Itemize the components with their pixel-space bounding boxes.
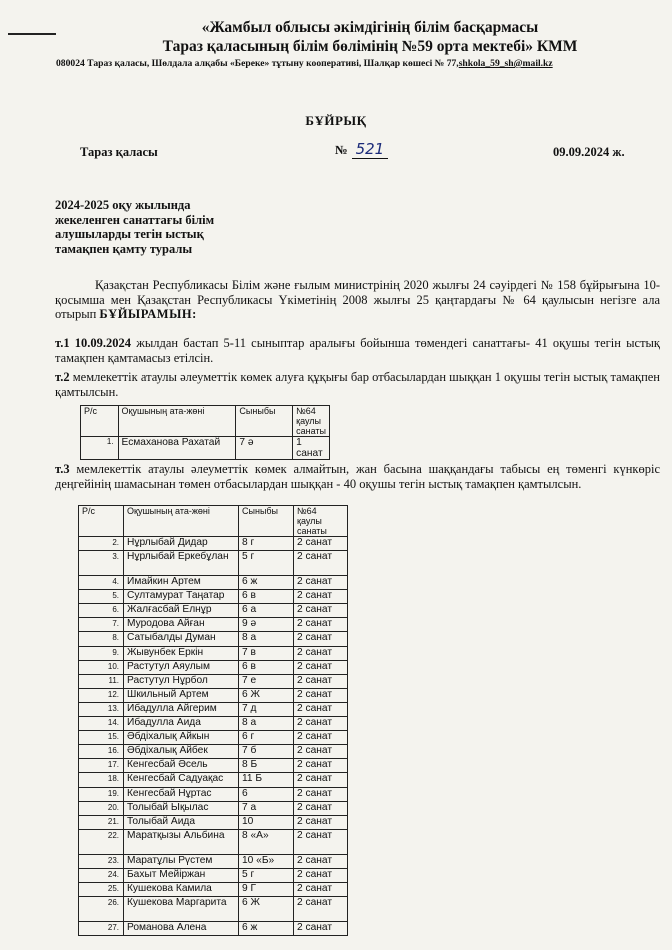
cell-name: Ибадулла Аида xyxy=(124,717,239,731)
order-date: 09.09.2024 ж. xyxy=(553,145,625,159)
cell-name: Растутул Нұрбол xyxy=(124,674,239,688)
cell-class: 10 xyxy=(239,815,294,829)
handwritten-number: 521 xyxy=(352,140,389,159)
table-row xyxy=(79,787,348,801)
table-row xyxy=(79,745,348,759)
cell-name: Бахыт Мейіржан xyxy=(124,868,239,882)
point-3-label: т.3 xyxy=(55,462,70,476)
cell-category: 2 санат xyxy=(294,576,348,590)
cell-num: 10. xyxy=(79,660,124,674)
scan-mark-line xyxy=(8,33,56,35)
order-number xyxy=(335,140,388,159)
cell-name: Шкильный Артем xyxy=(124,688,239,702)
table-row xyxy=(79,674,348,688)
cell-class: 7 а xyxy=(239,801,294,815)
cell-num: 22. xyxy=(79,829,124,854)
cell-class: 7 д xyxy=(239,702,294,716)
cell-name: Кенгесбай Садуақас xyxy=(124,773,239,787)
table-row xyxy=(79,632,348,646)
cell-num: 18. xyxy=(79,773,124,787)
point-3 xyxy=(55,462,660,491)
cell-name: Есмаханова Рахатай xyxy=(118,437,236,460)
table-row xyxy=(79,576,348,590)
cell-num: 2. xyxy=(79,537,124,551)
cell-category: 2 санат xyxy=(294,618,348,632)
table-row xyxy=(79,688,348,702)
table-header-row xyxy=(81,406,330,437)
table-row xyxy=(79,702,348,716)
cell-class: 8 «А» xyxy=(239,829,294,854)
cell-class: 8 г xyxy=(239,537,294,551)
table-row xyxy=(79,854,348,868)
table-row xyxy=(79,717,348,731)
table-row xyxy=(79,731,348,745)
cell-category: 2 санат xyxy=(294,801,348,815)
cell-num: 8. xyxy=(79,632,124,646)
table-row xyxy=(79,882,348,896)
cell-category: 2 санат xyxy=(294,759,348,773)
order-title: БҰЙРЫҚ xyxy=(305,113,367,128)
cell-name: Нұрлыбай Еркебұлан xyxy=(124,551,239,576)
col-name: Оқушының ата-жөні xyxy=(124,506,239,537)
cell-class: 6 в xyxy=(239,660,294,674)
cell-class: 9 Г xyxy=(239,882,294,896)
point-2 xyxy=(55,370,660,399)
col-num: Р/с xyxy=(81,406,119,437)
cell-class: 6 г xyxy=(239,731,294,745)
cell-category: 2 санат xyxy=(294,787,348,801)
cell-class: 11 Б xyxy=(239,773,294,787)
cell-class: 6 ж xyxy=(239,576,294,590)
cell-name: Кенгесбай Нұртас xyxy=(124,787,239,801)
order-city: Тараз қаласы xyxy=(80,145,158,159)
point-1-text: жылдан бастап 5-11 сыныптар аралығы бойынша төмендегі санаттағы- 41 оқушы тегін ыстық тамақпен қамтамасыз етілсін. xyxy=(55,336,661,365)
point-2-text: мемлекеттік атаулы әлеуметтік көмек алуға құқығы бар отбасылардан шыққан 1 оқушы тегін ыстық тамақпен қамтылсын. xyxy=(55,370,660,399)
cell-name: Муродова Айған xyxy=(124,618,239,632)
cell-num: 13. xyxy=(79,702,124,716)
cell-name: Маратұлы Рүстем xyxy=(124,854,239,868)
cell-name: Кушекова Камила xyxy=(124,882,239,896)
cell-category: 2 санат xyxy=(294,815,348,829)
cell-num: 23. xyxy=(79,854,124,868)
number-label: № xyxy=(335,143,348,157)
order-subject: 2024-2025 оқу жылында жекеленген санаттағы білім алушыларды тегін ыстық тамақпен қамту туралы xyxy=(55,198,215,256)
cell-name: Әбдіхалық Айбек xyxy=(124,745,239,759)
point-1-label: т.1 xyxy=(55,336,70,350)
cell-num: 15. xyxy=(79,731,124,745)
cell-num: 20. xyxy=(79,801,124,815)
table-row xyxy=(79,646,348,660)
cell-num: 6. xyxy=(79,604,124,618)
intro-paragraph xyxy=(55,278,660,322)
table-row xyxy=(79,551,348,576)
cell-category: 2 санат xyxy=(294,604,348,618)
cell-category: 2 санат xyxy=(294,882,348,896)
cell-category: 2 санат xyxy=(294,717,348,731)
cell-class: 6 ж xyxy=(239,922,294,936)
cell-category: 2 санат xyxy=(294,590,348,604)
cell-class: 8 а xyxy=(239,717,294,731)
cell-num: 11. xyxy=(79,674,124,688)
cell-num: 25. xyxy=(79,882,124,896)
table-row xyxy=(79,773,348,787)
cell-name: Толыбай Ықылас xyxy=(124,801,239,815)
intro-directive: БҰЙЫРАМЫН: xyxy=(99,307,197,321)
cell-class: 6 Ж xyxy=(239,897,294,922)
cell-num: 27. xyxy=(79,922,124,936)
cell-name: Султамурат Таңатар xyxy=(124,590,239,604)
cell-num: 5. xyxy=(79,590,124,604)
cell-num: 14. xyxy=(79,717,124,731)
table-category-2 xyxy=(78,505,348,936)
cell-class: 5 г xyxy=(239,551,294,576)
header-address xyxy=(56,58,668,69)
cell-class: 6 xyxy=(239,787,294,801)
cell-num: 7. xyxy=(79,618,124,632)
cell-category: 2 санат xyxy=(294,731,348,745)
cell-category: 2 санат xyxy=(294,688,348,702)
table-row xyxy=(79,829,348,854)
table-row xyxy=(79,618,348,632)
table-row xyxy=(79,897,348,922)
cell-class: 7 ә xyxy=(236,437,293,460)
cell-num: 9. xyxy=(79,646,124,660)
cell-num: 17. xyxy=(79,759,124,773)
table-row xyxy=(79,868,348,882)
table-row xyxy=(79,660,348,674)
cell-name: Имайкин Артем xyxy=(124,576,239,590)
cell-name: Жывунбек Еркін xyxy=(124,646,239,660)
cell-num: 16. xyxy=(79,745,124,759)
cell-category: 2 санат xyxy=(294,702,348,716)
table-row xyxy=(79,590,348,604)
cell-name: Нұрлыбай Дидар xyxy=(124,537,239,551)
point-1-date: 10.09.2024 xyxy=(74,336,132,350)
cell-category: 2 санат xyxy=(294,646,348,660)
cell-name: Сатыбалды Думан xyxy=(124,632,239,646)
col-class: Сыныбы xyxy=(239,506,294,537)
point-1 xyxy=(55,336,660,365)
col-name: Оқушының ата-жөні xyxy=(118,406,236,437)
cell-category: 2 санат xyxy=(294,745,348,759)
header-line-1: «Жамбыл облысы әкімдігінің білім басқармасы xyxy=(201,19,539,36)
col-num: Р/с xyxy=(79,506,124,537)
table-row xyxy=(79,604,348,618)
table-row xyxy=(79,537,348,551)
cell-num: 4. xyxy=(79,576,124,590)
cell-name: Романова Алена xyxy=(124,922,239,936)
cell-name: Растутул Аяулым xyxy=(124,660,239,674)
cell-num: 3. xyxy=(79,551,124,576)
cell-name: Кенгесбай Әсель xyxy=(124,759,239,773)
cell-class: 7 б xyxy=(239,745,294,759)
cell-category: 2 санат xyxy=(294,868,348,882)
header-line-2: Тараз қаласының білім бөлімінің №59 орта мектебі» КММ xyxy=(162,38,578,55)
table-row xyxy=(79,922,348,936)
cell-class: 7 е xyxy=(239,674,294,688)
table-row xyxy=(79,759,348,773)
col-category: №64 қаулы санаты xyxy=(294,506,348,537)
cell-num: 12. xyxy=(79,688,124,702)
cell-class: 8 а xyxy=(239,632,294,646)
table-row xyxy=(79,815,348,829)
cell-category: 2 санат xyxy=(294,854,348,868)
cell-num: 1. xyxy=(81,437,119,460)
cell-category: 2 санат xyxy=(294,773,348,787)
intro-text: Қазақстан Республикасы Білім және ғылым министрінің 2020 жылғы 24 сәуірдегі № 158 бұйрығына 10-қосымша мен Қазақстан Республикасы Үкіметінің 2008 жылғы 25 қаңтардағы № 64 қаулысын негізге ала отырып xyxy=(55,278,660,321)
cell-class: 10 «Б» xyxy=(239,854,294,868)
cell-category: 2 санат xyxy=(294,632,348,646)
cell-num: 21. xyxy=(79,815,124,829)
cell-class: 6 а xyxy=(239,604,294,618)
cell-name: Жалғасбай Елнұр xyxy=(124,604,239,618)
cell-class: 9 ә xyxy=(239,618,294,632)
cell-class: 6 в xyxy=(239,590,294,604)
cell-name: Кушекова Маргарита xyxy=(124,897,239,922)
table-category-1 xyxy=(80,405,330,460)
cell-category: 1 санат xyxy=(293,437,330,460)
cell-class: 8 Б xyxy=(239,759,294,773)
table-header-row xyxy=(79,506,348,537)
cell-name: Әбдіхалық Айкын xyxy=(124,731,239,745)
cell-category: 2 санат xyxy=(294,674,348,688)
cell-category: 2 санат xyxy=(294,922,348,936)
cell-category: 2 санат xyxy=(294,897,348,922)
cell-num: 19. xyxy=(79,787,124,801)
point-3-text: мемлекеттік атаулы әлеуметтік көмек алмайтын, жан басына шаққандағы табысы ең төменгі күнкөріс деңгейінің шамасынан төмен отбасылардан шыққан - 40 оқушы тегін ыстық тамақпен қамтылсын. xyxy=(55,462,660,491)
cell-category: 2 санат xyxy=(294,829,348,854)
col-category: №64 қаулы санаты xyxy=(293,406,330,437)
email-link[interactable]: shkola_59_sh@mail.kz xyxy=(458,58,553,69)
cell-name: Толыбай Аида xyxy=(124,815,239,829)
col-class: Сыныбы xyxy=(236,406,293,437)
cell-num: 24. xyxy=(79,868,124,882)
cell-category: 2 санат xyxy=(294,537,348,551)
cell-name: Ибадулла Айгерим xyxy=(124,702,239,716)
point-2-label: т.2 xyxy=(55,370,70,384)
cell-class: 6 Ж xyxy=(239,688,294,702)
cell-class: 5 г xyxy=(239,868,294,882)
cell-category: 2 санат xyxy=(294,660,348,674)
cell-category: 2 санат xyxy=(294,551,348,576)
cell-num: 26. xyxy=(79,897,124,922)
cell-class: 7 в xyxy=(239,646,294,660)
address-text: 080024 Тараз қаласы, Шөлдала алқабы «Береке» тұтыну кооперативі, Шалқар көшесі № 77, xyxy=(56,58,459,69)
cell-name: Маратқызы Альбина xyxy=(124,829,239,854)
table-row xyxy=(79,801,348,815)
table-row xyxy=(81,437,330,460)
